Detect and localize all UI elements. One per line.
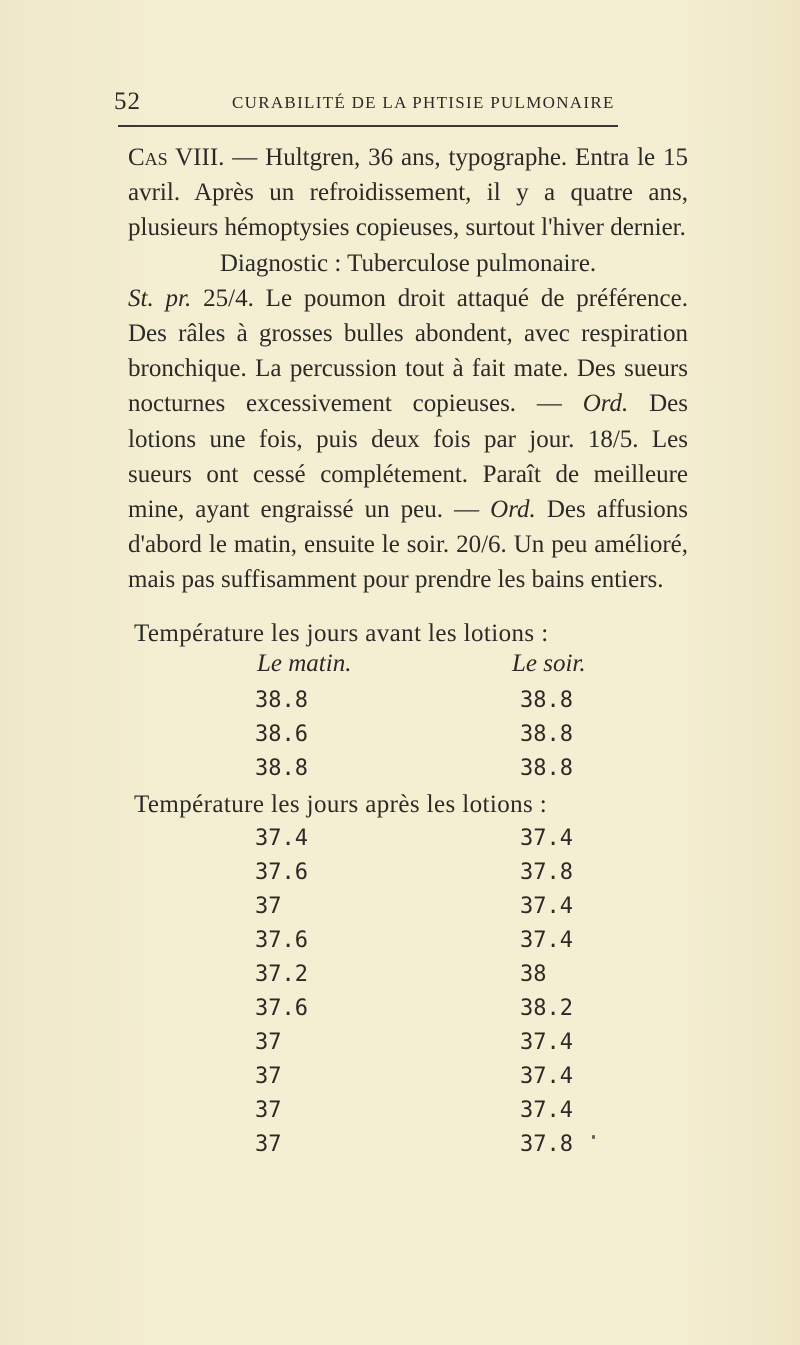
table-row xyxy=(0,722,800,756)
matin-value: 37 xyxy=(255,1030,282,1055)
running-head xyxy=(114,88,674,122)
soir-value: 38.2 xyxy=(520,996,573,1021)
soir-value: 38.8 xyxy=(520,722,573,747)
case-para-2c: Des affusions d'abord le matin, ensuite le soir. 20/6. Un peu amélioré, mais pas suffisamment pour prendre les bains entiers. xyxy=(128,496,688,594)
soir-value: 37.4 xyxy=(520,928,573,953)
matin-value: 37.6 xyxy=(255,996,308,1021)
matin-value: 38.6 xyxy=(255,722,308,747)
matin-value: 38.8 xyxy=(255,688,308,713)
table-row xyxy=(0,1132,800,1166)
st-pr-label: St. pr. xyxy=(128,284,192,312)
case-para-2a: 25/4. Le poumon droit attaqué de préférence. Des râles à grosses bulles abondent, avec respiration bronchique. La percussion tout à fait mate. Des sueurs nocturnes excessivement copieuses. — xyxy=(128,284,688,418)
before-heading: Température les jours avant les lotions : xyxy=(134,620,549,647)
case-paragraph-2 xyxy=(128,281,688,598)
table-row xyxy=(0,996,800,1030)
soir-value: 38.8 xyxy=(520,688,573,713)
soir-value: 38.8 xyxy=(520,756,573,781)
case-text xyxy=(128,140,688,598)
paper-speck xyxy=(592,1135,595,1139)
case-para-2b: Des lotions une fois, puis deux fois par jour. 18/5. Les sueurs ont cessé complétement. Paraît de meilleure mine, ayant engraissé un peu. — xyxy=(128,390,688,524)
matin-value: 37 xyxy=(255,894,282,919)
matin-value: 37 xyxy=(255,1064,282,1089)
diagnosis: Diagnostic : Tuberculose pulmonaire. xyxy=(219,249,597,277)
table-row xyxy=(0,894,800,928)
table-row xyxy=(0,688,800,722)
table-row xyxy=(0,928,800,962)
table-row xyxy=(0,826,800,860)
soir-value: 37.4 xyxy=(520,1030,573,1055)
soir-value: 37.4 xyxy=(520,1098,573,1123)
page-number: 52 xyxy=(114,88,141,115)
soir-value: 37.4 xyxy=(520,1064,573,1089)
soir-value: 37.8 xyxy=(520,860,573,885)
case-paragraph-1 xyxy=(128,140,688,246)
matin-value: 37 xyxy=(255,1132,282,1157)
soir-value: 37.4 xyxy=(520,894,573,919)
header-rule xyxy=(118,125,618,127)
table-row xyxy=(0,962,800,996)
table-row xyxy=(0,1030,800,1064)
soir-value: 38 xyxy=(520,962,547,987)
column-headers xyxy=(230,650,650,684)
case-label: Cas VIII. xyxy=(128,144,225,171)
running-title: CURABILITÉ DE LA PHTISIE PULMONAIRE xyxy=(232,93,615,112)
ord-label-2: Ord. xyxy=(490,496,536,524)
matin-value: 38.8 xyxy=(255,756,308,781)
column-header-matin: Le matin. xyxy=(257,650,352,677)
after-heading: Température les jours après les lotions : xyxy=(134,791,548,818)
matin-value: 37.4 xyxy=(255,826,308,851)
case-intro: — Hultgren, 36 ans, typographe. Entra le 15 avril. Après un refroidissement, il y a quatre ans, plusieurs hémoptysies copieuses, surtout l'hiver dernier. xyxy=(128,144,688,242)
table-row xyxy=(0,1098,800,1132)
table-row xyxy=(0,756,800,790)
ord-label-1: Ord. xyxy=(582,390,629,418)
table-row xyxy=(0,1064,800,1098)
matin-value: 37.2 xyxy=(255,962,308,987)
table-row xyxy=(0,860,800,894)
soir-value: 37.4 xyxy=(520,826,573,851)
soir-value: 37.8 xyxy=(520,1132,573,1157)
matin-value: 37 xyxy=(255,1098,282,1123)
matin-value: 37.6 xyxy=(255,860,308,885)
column-header-soir: Le soir. xyxy=(512,650,586,677)
matin-value: 37.6 xyxy=(255,928,308,953)
